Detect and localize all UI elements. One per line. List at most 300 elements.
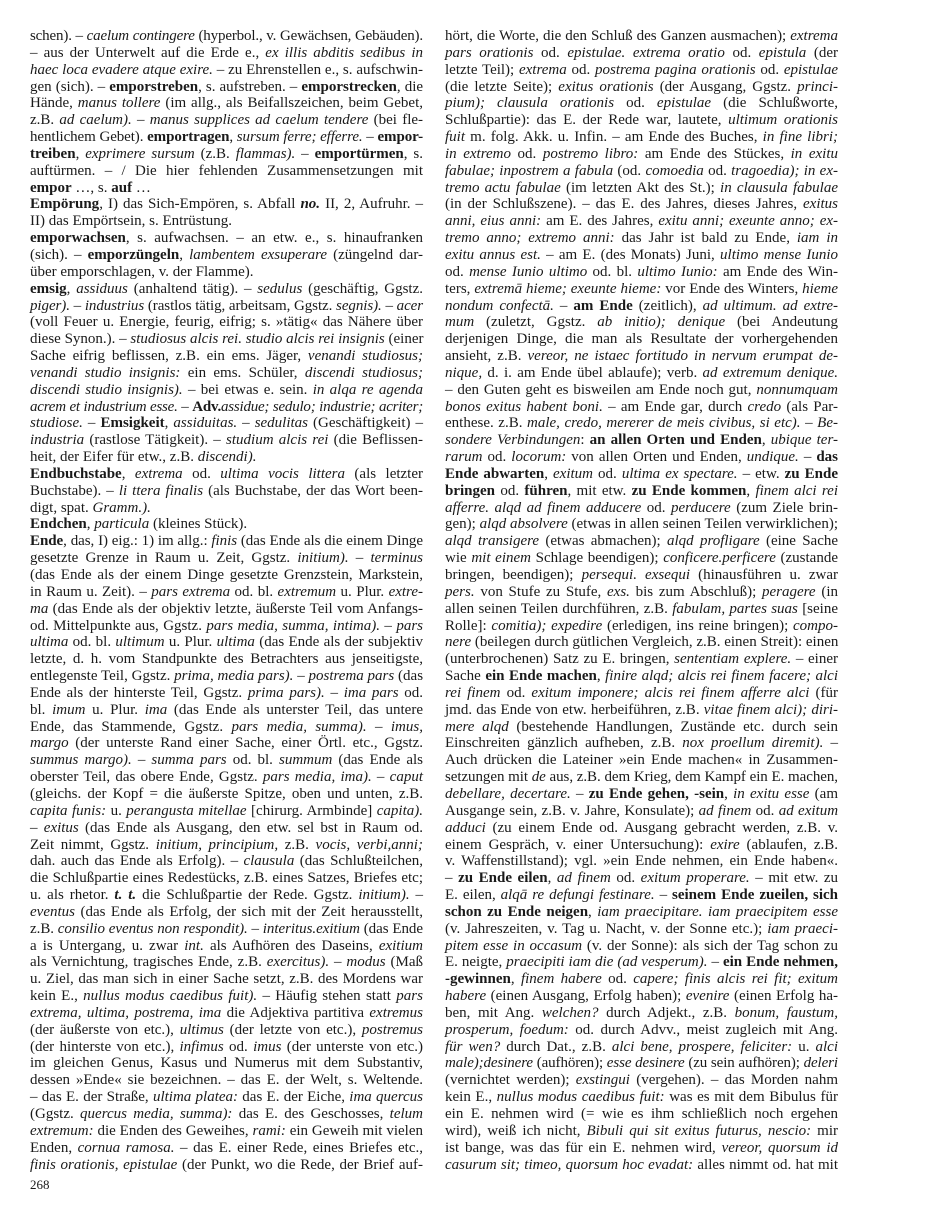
text-bold: Emsigkeit <box>100 415 165 432</box>
text-roman: am Ende des Stückes, <box>638 145 791 162</box>
text-roman: – <box>371 769 390 786</box>
text-italic: nullus modus caedibus fuit). <box>83 988 258 1005</box>
text-italic: mense Iunio ultimo <box>469 263 588 280</box>
text-line <box>30 516 423 533</box>
text-italic: ultimum orationis <box>728 112 838 129</box>
text-line <box>445 988 838 1005</box>
text-line <box>445 28 838 45</box>
text-roman: (Geschäftigkeit) – <box>308 415 424 432</box>
text-roman: (für <box>809 684 838 701</box>
text-line <box>445 298 838 315</box>
text-italic: discendi). <box>197 449 257 466</box>
text-roman: – bei etwas e. sein. <box>182 381 313 398</box>
text-roman: (zeitlich), <box>632 297 703 314</box>
text-line <box>445 702 838 719</box>
text-italic: habere <box>445 988 487 1005</box>
text-line <box>445 432 838 449</box>
text-line <box>30 1140 423 1157</box>
text-roman: (als Par- <box>781 398 838 415</box>
text-italic: modus <box>346 954 386 971</box>
text-roman: gen); <box>445 516 480 533</box>
text-roman: (bei Andeutung <box>725 314 838 331</box>
text-roman: diese Synon.). – <box>30 331 131 348</box>
text-line <box>445 769 838 786</box>
text-italic: flammas). <box>235 145 296 162</box>
text-italic: acrem et industrium esse. <box>30 398 178 415</box>
text-line <box>445 1140 838 1157</box>
text-line <box>30 550 423 567</box>
right-column <box>445 28 838 1173</box>
text-italic: ubique ter- <box>770 432 838 449</box>
text-italic: finis <box>211 533 238 550</box>
text-italic: male, credo, mererer de meis civibus, si etc). <box>527 415 801 432</box>
text-italic: exprimere sursum <box>85 145 195 162</box>
text-italic: in extremo <box>445 145 511 162</box>
text-italic: particula <box>94 516 150 533</box>
text-roman: – <box>823 735 838 752</box>
text-roman: od. <box>610 870 641 887</box>
text-italic: exitus orationis <box>558 78 654 95</box>
text-line <box>445 415 838 432</box>
text-roman: , <box>164 415 174 432</box>
text-italic: segnis). <box>336 297 382 314</box>
text-roman: [seine <box>797 600 839 617</box>
text-italic: bonum, faustum, <box>734 1004 838 1021</box>
text-italic: ultima vocis littera <box>220 465 345 482</box>
text-line <box>30 904 423 921</box>
text-roman: (bestehende Handlungen, Zustände etc. durch sein <box>508 718 838 735</box>
text-italic: imus, <box>390 718 423 735</box>
text-roman: (v. Jahreszeiten, v. Tag u. Nacht, v. der Sonne etc.); <box>445 920 768 937</box>
text-italic: Gramm.). <box>92 499 151 516</box>
text-italic: initium). <box>297 550 349 567</box>
text-roman: (zustande <box>775 550 838 567</box>
text-roman: od. bl. <box>587 263 638 280</box>
text-roman: – <box>131 752 152 769</box>
text-bold: an allen Orten und Enden <box>589 432 762 449</box>
text-roman: – <box>570 785 589 802</box>
text-roman: (das Ende <box>359 920 423 937</box>
text-line <box>30 1055 423 1072</box>
text-bold-italic: t. t. <box>114 887 137 904</box>
text-roman: (am <box>809 785 838 802</box>
text-roman: od. <box>566 61 595 78</box>
text-roman: – <box>69 297 85 314</box>
text-italic: ad caelum). <box>59 112 132 129</box>
text-line <box>30 180 423 197</box>
text-roman: (das <box>394 668 424 685</box>
text-italic: capita). <box>376 802 423 819</box>
text-line <box>445 163 838 180</box>
text-roman: (od. <box>613 162 646 179</box>
text-roman: die Adjektiva partitiva <box>221 1004 370 1021</box>
text-roman: od. <box>724 44 759 61</box>
text-italic: mit einem <box>471 550 531 567</box>
text-italic: pars extrema <box>151 583 231 600</box>
text-roman: od. <box>482 449 512 466</box>
text-roman: : <box>580 432 590 449</box>
text-roman: u. <box>792 1038 816 1055</box>
text-roman: z.B. <box>278 836 316 853</box>
text-line <box>30 870 423 887</box>
text-bold: empor <box>30 179 72 196</box>
text-line <box>30 702 423 719</box>
text-italic: casurum sit; timeo, quorsum hoc evadat: <box>445 1156 694 1173</box>
text-italic: epistulae <box>656 95 712 112</box>
text-italic: vitae finem alci); diri- <box>703 701 838 718</box>
text-italic: alqā re defungi festinare. <box>500 887 655 904</box>
text-roman: aus, z.B. dem Krieg, dem Kampf ein E. machen, <box>545 769 838 786</box>
text-roman: ein E. nehmen wird (= wie es ihm schließlich noch ergehen <box>445 1106 838 1122</box>
text-italic: comitia); expedire <box>491 617 603 634</box>
text-italic: prosperum, foedum: <box>445 1021 569 1038</box>
text-roman: u. Plur. <box>336 583 389 600</box>
text-roman: – aus der Unterwelt auf die Erde e., <box>30 44 266 61</box>
text-italic: afferre. alqd ad finem adducere <box>445 499 642 516</box>
text-roman: z.B. <box>30 112 60 129</box>
text-roman: (zuletzt, Ggstz. <box>474 314 598 331</box>
text-roman: , das, I) eig.: 1) im allg.: <box>63 533 212 550</box>
text-roman: oberster Teil, das obere Ende, Ggstz. <box>30 769 263 786</box>
text-roman: (das Ende als Erfolg, der sich mit der Zeit herausstellt, <box>74 903 423 920</box>
text-bold: zu Ende <box>784 465 838 482</box>
text-italic: extremum <box>277 583 337 600</box>
text-line <box>30 365 423 382</box>
text-line <box>445 786 838 803</box>
text-italic: Be- <box>817 415 838 432</box>
text-bold: das <box>816 449 839 466</box>
text-roman: (das Ende als der subjektiv <box>254 634 423 651</box>
text-italic: ad exitum <box>778 802 839 819</box>
text-roman: , s. <box>403 145 423 162</box>
text-roman: bringen, beendigen); <box>445 567 582 583</box>
text-roman: – den Guten geht es bisweilen am Ende noch gut, <box>445 381 757 398</box>
text-roman: schen). – <box>30 28 87 44</box>
text-roman: jmd. das Ende von etw. herbeiführen, z.B. <box>445 701 704 718</box>
text-line <box>30 348 423 365</box>
text-roman: hört, die Worte, die den Schluß des Ganzen ausmachen); <box>445 28 791 44</box>
text-roman: od. Mittelpunkte aus, Ggstz. <box>30 617 207 634</box>
text-italic: locorum: <box>511 449 567 466</box>
text-bold: emportragen <box>147 129 230 146</box>
text-roman: kein E., <box>445 1089 497 1106</box>
text-italic: telum <box>389 1106 423 1122</box>
text-roman: ansieht, z.B. <box>445 348 528 365</box>
text-line <box>30 1157 423 1174</box>
text-roman: od. <box>533 44 568 61</box>
text-line <box>445 904 838 921</box>
page-number: 268 <box>30 1177 50 1192</box>
text-line <box>445 618 838 635</box>
text-roman: (rastlos tätig, arbeitsam, Ggstz. <box>144 297 337 314</box>
text-italic: lambentem exsuperare <box>189 246 328 263</box>
text-roman: Rolle]: <box>445 617 492 634</box>
text-italic: terminus <box>370 550 423 567</box>
text-italic: mere alqd <box>445 718 509 735</box>
text-roman: u. Plur. <box>164 634 217 651</box>
text-line <box>445 803 838 820</box>
text-roman: , mit etw. <box>567 482 632 499</box>
text-roman: (voll Feuer u. Energie, feurig, eifrig; s. »tätig« das Nähere über <box>30 314 423 331</box>
text-line <box>30 1005 423 1022</box>
text-italic: ultima <box>30 634 69 651</box>
text-roman: , <box>547 870 557 887</box>
text-italic: tremo anno; extremo anni: <box>445 230 615 247</box>
text-roman: [chirurg. Armbinde] <box>246 802 377 819</box>
text-italic: sedulus <box>257 280 303 297</box>
text-line <box>30 938 423 955</box>
text-italic: pars <box>396 988 423 1005</box>
text-italic: exercitus). <box>266 954 330 971</box>
text-roman: allen seinen Teilen durchführen, z.B. <box>445 600 673 617</box>
text-italic: li ttera finalis <box>118 482 204 499</box>
text-italic: in fine libri; <box>762 129 839 146</box>
text-roman: – <box>293 668 309 685</box>
text-roman: z.B. <box>30 920 58 937</box>
text-roman: dah. auch das Ende als Erfolg). – <box>30 853 244 870</box>
text-italic: extrema, ultima, postrema, ima <box>30 1004 222 1021</box>
text-italic: sententiam explere. <box>674 651 792 668</box>
text-roman: od. <box>500 684 532 701</box>
text-roman: (Ggstz. <box>30 1106 81 1122</box>
text-italic: nonnumquam <box>756 381 838 398</box>
text-italic: in clausula fabulae <box>720 179 838 196</box>
text-roman: Hände, <box>30 95 78 112</box>
text-roman: u. Plur. <box>85 701 145 718</box>
text-italic: pium); clausula orationis <box>445 95 615 112</box>
text-line <box>30 685 423 702</box>
text-line <box>30 954 423 971</box>
text-roman: das Jahr ist bald zu Ende, <box>614 230 797 247</box>
text-bold: emsig <box>30 280 67 297</box>
text-roman: die Schlußpartie eines Redestücks, z.B. eines Satzes, Briefes etc; <box>30 870 423 887</box>
text-italic: extremā hieme; exeunte hieme: <box>474 280 662 297</box>
text-roman: Sache eifrig beflissen, z.B. ein ems. Jäger, <box>30 348 308 365</box>
text-roman: , die <box>396 78 424 95</box>
text-bold: empor- <box>377 129 424 146</box>
text-roman: II, 2, Aufruhr. – <box>320 196 424 213</box>
text-bold: Endchen <box>30 516 87 533</box>
text-roman: (das Schlußteilchen, <box>294 853 423 870</box>
text-roman: (sich). – <box>30 246 88 263</box>
text-italic: sondere Verbindungen <box>445 432 581 449</box>
text-line <box>30 752 423 769</box>
text-roman: – <box>553 297 574 314</box>
text-line <box>30 79 423 96</box>
text-roman: (der unterste von etc.) <box>281 1038 424 1055</box>
text-line <box>30 584 423 601</box>
text-italic: postremo libro: <box>542 145 639 162</box>
text-line <box>445 971 838 988</box>
text-bold: ein Ende nehmen, <box>722 954 838 971</box>
text-italic: piger). <box>30 297 70 314</box>
text-roman: – <box>362 129 378 146</box>
text-italic: vereor, quorsum id <box>721 1139 838 1156</box>
text-roman: – Häufig stehen statt <box>257 988 397 1005</box>
text-roman: von Stufe zu Stufe, <box>474 583 607 600</box>
text-roman: – <box>654 887 672 904</box>
text-bold: schon zu Ende neigen <box>445 903 589 920</box>
text-bold: Adv. <box>192 398 221 415</box>
text-line <box>30 230 423 247</box>
text-italic: extremus <box>369 1004 423 1021</box>
text-roman: (der <box>806 44 839 61</box>
text-italic: ultimum <box>115 634 165 651</box>
text-roman: a is Untergang, u. zwar <box>30 937 185 954</box>
text-line <box>445 870 838 887</box>
text-line <box>30 28 423 45</box>
text-roman: (gleichs. der Kopf = die äußerste Spitze, oben und unten, z.B. <box>30 785 423 802</box>
text-line <box>445 230 838 247</box>
text-line <box>30 921 423 938</box>
text-italic: alqd transigere <box>445 533 540 550</box>
text-line <box>445 1072 838 1089</box>
text-line <box>30 887 423 904</box>
text-italic: exstingui <box>575 1072 630 1089</box>
text-italic: postrema pagina orationis <box>594 61 756 78</box>
text-roman: , <box>588 903 598 920</box>
text-roman: E. neigte, <box>445 954 507 971</box>
text-roman: m. folg. Akk. u. Infin. – am Ende des Buches, <box>465 129 763 146</box>
text-roman: derjenigen Dinge, die man als Resultate der vorhergehenden <box>445 331 838 348</box>
text-line <box>30 449 423 466</box>
text-italic: ima <box>144 701 168 718</box>
text-roman: bis zum Abschluß); <box>629 583 762 600</box>
text-line <box>30 281 423 298</box>
text-roman: durch Adjekt., z.B. <box>598 1004 735 1021</box>
text-roman: – <box>324 684 344 701</box>
text-roman: – <box>177 398 193 415</box>
text-bold: führen <box>524 482 568 499</box>
text-roman: einem Gespräch, v. einer Untersuchung): <box>445 836 711 853</box>
text-italic: ad finem <box>556 870 611 887</box>
text-italic: peragere <box>762 583 816 600</box>
text-roman: mir <box>811 1122 838 1139</box>
text-line <box>30 853 423 870</box>
text-italic: ultimus <box>179 1021 224 1038</box>
text-italic: caput <box>389 769 423 786</box>
text-bold: Empörung <box>30 196 100 213</box>
text-bold: seinem Ende zueilen, sich <box>672 887 838 904</box>
text-roman: – <box>798 449 817 466</box>
text-roman: , <box>544 465 554 482</box>
text-roman: in Raum u. Zeit). – <box>30 583 152 600</box>
text-italic: pers. <box>445 583 475 600</box>
text-italic: perducere <box>671 499 731 516</box>
text-roman: od. bl. <box>226 752 279 769</box>
text-line <box>30 786 423 803</box>
text-roman: (etwas in allen seinen Teilen verwirklichen); <box>567 516 839 533</box>
text-line <box>30 331 423 348</box>
text-roman: durch Dat., z.B. <box>500 1038 612 1055</box>
text-roman: (vergehen). – das Morden nahm <box>629 1072 838 1089</box>
text-italic: caelum contingere <box>86 28 195 44</box>
text-italic: finem alci rei <box>755 482 839 499</box>
text-roman: (der äußerste von etc.), <box>30 1021 180 1038</box>
text-roman: – <box>131 112 150 129</box>
text-italic: in exitu <box>790 145 838 162</box>
text-italic: alci <box>815 1038 839 1055</box>
text-roman: (rastlose Tätigkeit). – <box>84 432 227 449</box>
text-roman: – <box>247 920 263 937</box>
text-italic: adduci <box>445 819 486 836</box>
text-roman: (ablaufen, z.B. <box>739 836 839 853</box>
text-italic: capere; finis alcis rei fit; exitum <box>633 971 838 988</box>
text-line <box>445 533 838 550</box>
text-line <box>30 988 423 1005</box>
text-line <box>30 971 423 988</box>
text-line <box>30 803 423 820</box>
text-line <box>445 820 838 837</box>
text-roman: (zum Ziele brin- <box>730 499 839 516</box>
text-italic: exitum <box>553 465 593 482</box>
text-roman: alles nimmt od. hat mit <box>693 1156 838 1173</box>
text-italic: margo <box>30 735 69 752</box>
text-italic: interitus.exitium <box>262 920 360 937</box>
text-roman: od. <box>593 465 622 482</box>
text-roman: (z.B. <box>194 145 236 162</box>
text-roman: – <box>380 617 397 634</box>
text-italic: iam in <box>796 230 838 247</box>
text-bold: auf <box>111 179 133 196</box>
text-line <box>30 415 423 432</box>
text-bold: Endbuchstabe <box>30 465 122 482</box>
text-line <box>30 1072 423 1089</box>
text-line <box>445 79 838 96</box>
text-roman: wird), weiß ich nicht, <box>445 1122 587 1139</box>
text-line <box>30 483 423 500</box>
text-roman: od. <box>641 499 672 516</box>
text-italic: assidue; sedulo; industrie; acriter; <box>220 398 423 415</box>
text-italic: ultimo mense Iunio <box>720 246 839 263</box>
text-italic: für wen? <box>445 1038 501 1055</box>
text-roman: (zu sein aufhören); <box>684 1055 804 1072</box>
text-italic: infimus <box>179 1038 224 1055</box>
text-roman: Auch drücken die Lateiner »ein Ende machen« in Zusammen- <box>445 752 838 769</box>
text-italic: ad finem <box>698 802 752 819</box>
text-italic: prima, media pars). <box>174 668 294 685</box>
text-roman: , s. aufstreben. – <box>198 78 302 95</box>
text-italic: sedulitas <box>254 415 309 432</box>
text-italic: rami: <box>252 1122 286 1139</box>
text-roman: (die Beflissen- <box>328 432 423 449</box>
text-line <box>445 264 838 281</box>
text-line <box>445 348 838 365</box>
text-line <box>445 247 838 264</box>
text-italic: cornua ramosa. <box>77 1139 175 1156</box>
text-italic: alqd profligare <box>667 533 760 550</box>
text-roman: d. i. am Ende übel ablaufe); verb. <box>482 364 703 381</box>
text-roman: über emporschlagen, v. der Flamme). <box>30 263 254 280</box>
text-roman: , I) das Sich-Empören, s. Abfall <box>99 196 301 213</box>
text-roman: od. <box>751 802 779 819</box>
text-roman: (im letzten Akt des St.); <box>560 179 721 196</box>
text-roman: (die letzte Seite); <box>445 78 559 95</box>
text-roman: Schlußpartie): das E. der Rede war, lautete, <box>445 112 729 129</box>
text-line <box>30 820 423 837</box>
text-roman: – <box>329 954 347 971</box>
text-roman: – <box>800 415 818 432</box>
text-roman: gen (sich). – <box>30 78 110 95</box>
text-line <box>30 95 423 112</box>
text-italic: rarum <box>445 449 483 466</box>
text-line <box>30 62 423 79</box>
text-italic: initium, principium, <box>155 836 279 853</box>
text-line <box>30 634 423 651</box>
text-roman: – mit etw. zu <box>749 870 839 887</box>
text-roman: , <box>596 668 606 685</box>
text-roman: (Maß <box>385 954 423 971</box>
